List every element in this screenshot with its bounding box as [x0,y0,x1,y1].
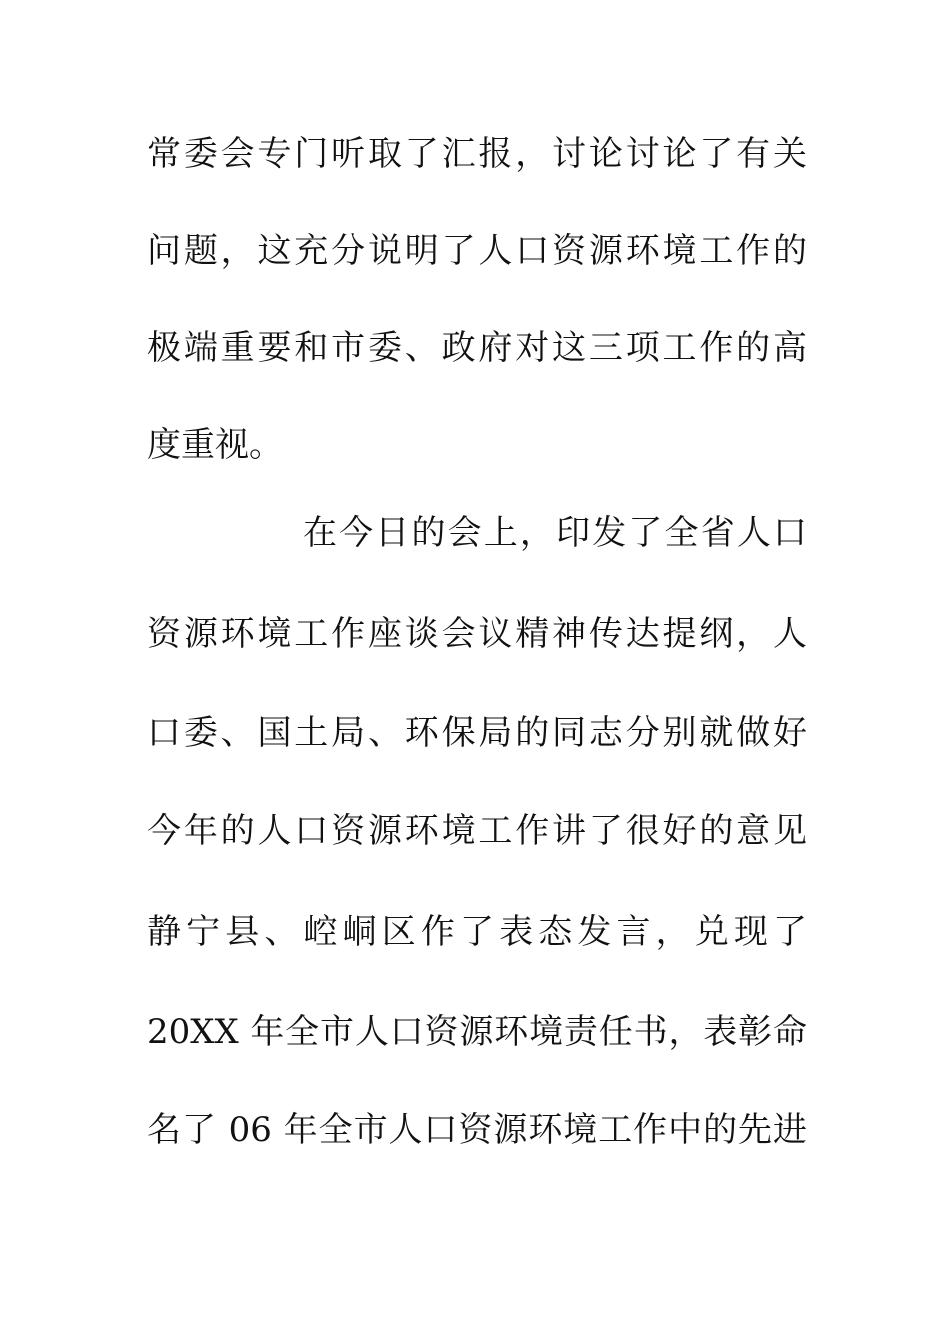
text-line: 静宁县、崆峒区作了表态发言，兑现了 [147,912,807,952]
text-line: 极端重要和市委、政府对这三项工作的高 [147,328,807,368]
paragraph-first-line: 在今日的会上，印发了全省人口 [303,513,807,553]
text-line: 今年的人口资源环境工作讲了很好的意见 [147,811,807,851]
text-line: 常委会专门听取了汇报，讨论讨论了有关 [147,134,807,174]
text-line: 20XX 年全市人口资源环境责任书，表彰命 [147,1012,807,1052]
text-line: 名了 06 年全市人口资源环境工作中的先进 [147,1110,807,1150]
text-line: 口委、国土局、环保局的同志分别就做好 [147,713,807,753]
text-line: 度重视。 [147,425,283,465]
text-line: 问题，这充分说明了人口资源环境工作的 [147,231,807,271]
text-line: 资源环境工作座谈会议精神传达提纲，人 [147,614,807,654]
